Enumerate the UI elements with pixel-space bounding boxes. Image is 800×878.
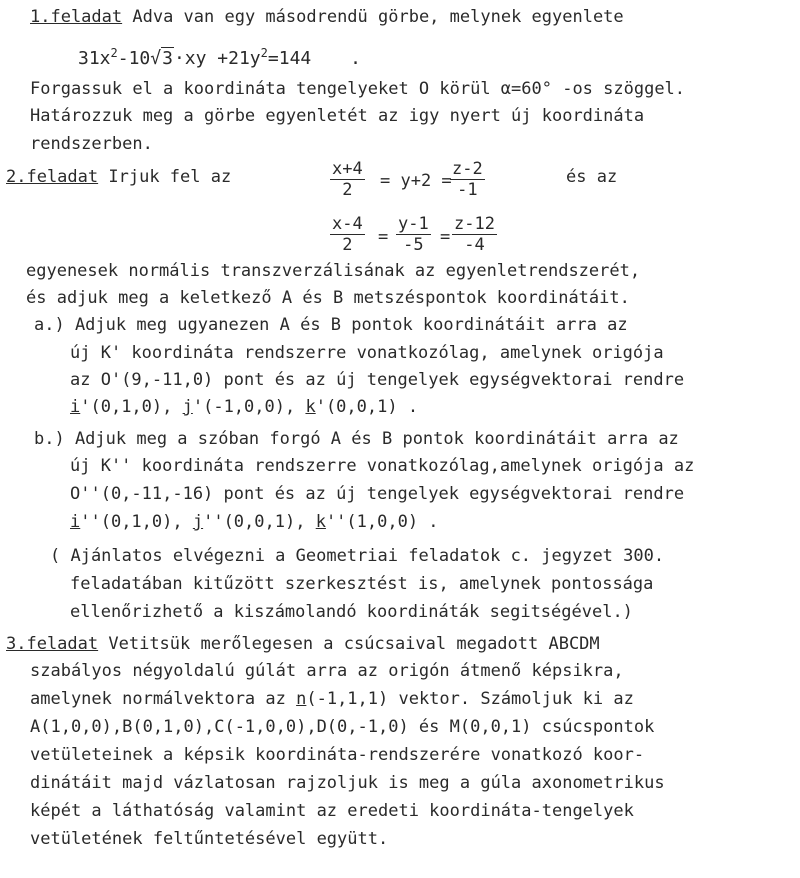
task2-a3: az O'(9,-11,0) pont és az új tengelyek egységvektorai rendre xyxy=(70,370,685,390)
task2-a4: i'(0,1,0), j'(-1,0,0), k'(0,0,1) . xyxy=(70,397,419,417)
task1-line3: Határozzuk meg a görbe egyenletét az igy nyert új koordináta xyxy=(30,106,645,126)
task3-line2: szabályos négyoldalú gúlát arra az origón átmenő képsikra, xyxy=(30,661,624,681)
task3-line7: képét a láthatóság valamint az eredeti koordináta-tengelyek xyxy=(30,801,634,821)
task2-intro: Irjuk fel az xyxy=(108,167,232,187)
unit-vector-j2: j xyxy=(192,512,204,532)
task2-a2: új K' koordináta rendszerre vonatkozólag, amelynek origója xyxy=(70,343,664,363)
task3-line1: 3.feladat Vetitsük merőlegesen a csúcsaival megadott ABCDM xyxy=(6,634,600,654)
fraction-3: $\frac{x-4}{2}$ xyxy=(332,214,363,255)
task3-line6: dinátáit majd vázlatosan rajzoljuk is meg a gúla axonometrikus xyxy=(30,773,665,793)
task2-b4: i''(0,1,0), j''(0,0,1), k''(1,0,0) . xyxy=(70,512,439,532)
unit-vector-j: j xyxy=(182,397,193,417)
eq-term-x2: 31x xyxy=(78,48,111,69)
task3-label: 3.feladat xyxy=(6,634,99,654)
task1-intro: Adva van egy másodrendü görbe, melynek egyenlete xyxy=(132,7,624,27)
eq-sign-2: = xyxy=(440,227,451,247)
unit-vector-i: i xyxy=(70,397,81,417)
fraction-2: $\frac{z-2}{-1}$ xyxy=(452,159,483,200)
task2-b2: új K'' koordináta rendszerre vonatkozólag,amelynek origója az xyxy=(70,456,695,476)
task3-line8: vetületének feltűntetésével együtt. xyxy=(30,829,389,849)
eq-rhs: =144 xyxy=(267,48,312,69)
task1-equation: $31x^2-10√3\cdot xy +21y^2=144$ . xyxy=(78,46,361,69)
task1-line1 xyxy=(30,6,624,28)
task2-b1: b.) Adjuk meg a szóban forgó A és B pontok koordinátáit arra az xyxy=(34,429,679,449)
fraction-5: $\frac{z-12}{-4}$ xyxy=(454,214,495,255)
task3-line4: A(1,0,0),B(0,1,0),C(-1,0,0),D(0,-1,0) és M(0,0,1) csúcspontok xyxy=(30,717,655,737)
eq-term-xy: ·xy +21y xyxy=(173,48,261,69)
task2-note1: ( Ajánlatos elvégezni a Geometriai feladatok c. jegyzet 300. xyxy=(50,546,665,566)
task2-a1: a.) Adjuk meg ugyanezen A és B pontok koordinátáit arra az xyxy=(34,315,628,335)
fraction-1: $\frac{x+4}{2}$ xyxy=(332,159,363,200)
eq-sign-1: = xyxy=(378,227,389,247)
task2-line-b: és adjuk meg a keletkező A és B metszéspontok koordinátáit. xyxy=(26,288,630,308)
task3-line5: vetületeinek a képsik koordináta-rendszerére vonatkozó koor- xyxy=(30,745,645,765)
eq-coef: -10 xyxy=(117,48,151,69)
task1-line2: Forgassuk el a koordináta tengelyeket O körül α=60° -os szöggel. xyxy=(30,79,686,99)
task2-line1 xyxy=(6,166,231,188)
task1-line4: rendszerben. xyxy=(30,134,153,154)
unit-vector-i2: i xyxy=(70,512,81,532)
task1-label: 1.feladat xyxy=(30,7,123,27)
task3-line3: amelynek normálvektora az n(-1,1,1) vektor. Számoljuk ki az xyxy=(30,689,634,709)
unit-vector-k: k xyxy=(305,397,316,417)
task2-b3: O''(0,-11,-16) pont és az új tengelyek egységvektorai rendre xyxy=(70,484,685,504)
eq-middle-1: = y+2 = xyxy=(380,171,452,191)
task2-label: 2.feladat xyxy=(6,167,99,187)
es-az: és az xyxy=(566,167,618,187)
eq-sqrt-arg: 3 xyxy=(162,48,173,69)
unit-vector-k2: k xyxy=(315,512,326,532)
normal-vector-n: n xyxy=(296,689,307,709)
task2-line-a: egyenesek normális transzverzálisának az egyenletrendszerét, xyxy=(26,261,641,281)
fraction-4: $\frac{y-1}{-5}$ xyxy=(398,214,429,255)
task2-note2: feladatában kitűzött szerkesztést is, amelynek pontossága xyxy=(70,574,654,594)
eq-period: . xyxy=(350,48,361,69)
task2-note3: ellenőrizhető a kiszámolandó koordináták segitségével.) xyxy=(70,602,633,622)
